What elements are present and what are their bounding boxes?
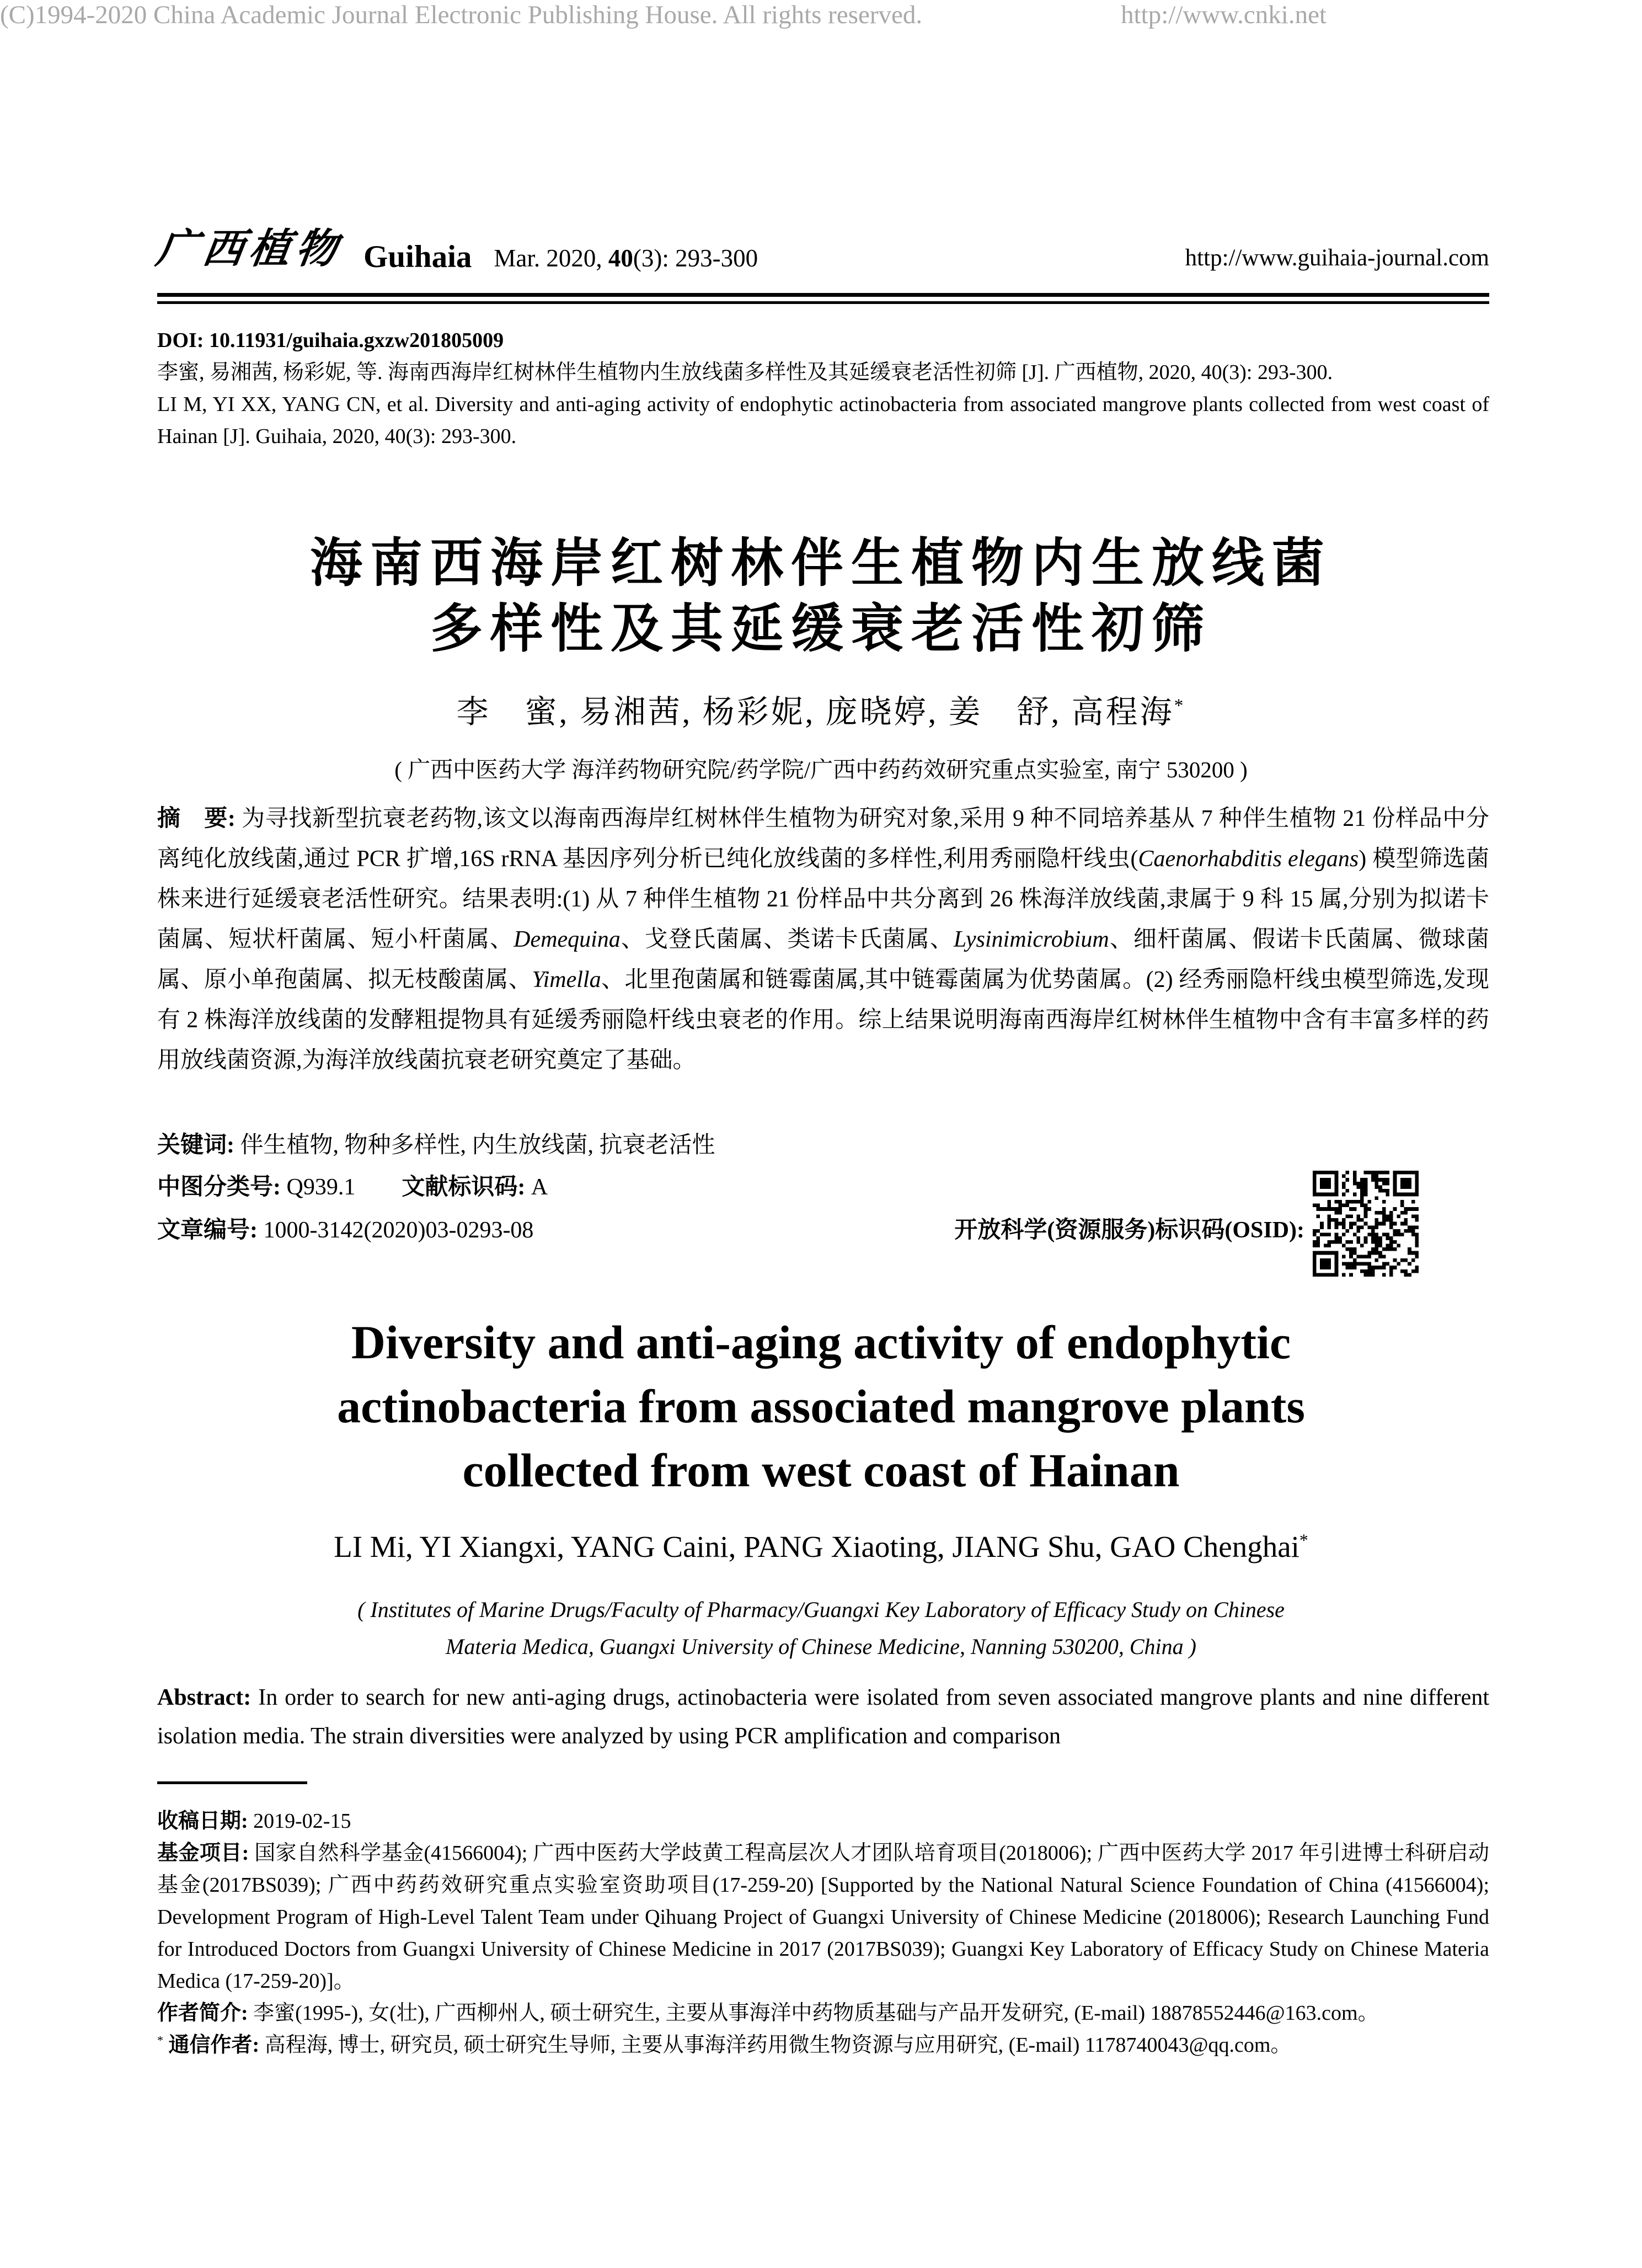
author-bio-line: 作者简介: 李蜜(1995-), 女(壮), 广西柳州人, 硕士研究生, 主要从事海洋中药物质基础与产品开发研究, (E-mail) 18878552446@163.com。 [157, 2002, 1379, 2025]
journal-logo-calligraphy: 广西植物 [153, 227, 345, 272]
article-number-line: 文章编号: 1000-3142(2020)03-0293-08 [157, 1218, 534, 1243]
clc-number-line: 中图分类号: Q939.1 文献标识码: A [157, 1175, 548, 1200]
abstract-zh: 摘 要: 为寻找新型抗衰老药物,该文以海南西海岸红树林伴生植物为研究对象,采用 9 种不同培养基从 7 种伴生植物 21 份样品中分离纯化放线菌,通过 PCR 扩增,16S rRNA 基因序列分析已纯化放线菌的多样性,利用秀丽隐杆线虫(Caenorhabditis elegans) 模型筛选菌株来进行延缓衰老活性研究。结果表明:(1) 从 7 种伴生植物 21 份样品中共分离到 26 株海洋放线菌,隶属于 9 科 15 属,分别为拟诺卡菌属、短状杆菌属、短小杆菌属、Demequina、戈登氏菌属、类诺卡氏菌属、Lysinimicrobium、细杆菌属、假诺卡氏菌属、微球菌属、原小单孢菌属、拟无枝酸菌属、Yimella、北里孢菌属和链霉菌属,其中链霉菌属为优势菌属。(2) 经秀丽隐杆线虫模型筛选,发现有 2 株海洋放线菌的发酵粗提物具有延缓秀丽隐杆线虫衰老的作用。综上结果说明海南西海岸红树林伴生植物中含有丰富多样的药用放线菌资源,为海洋放线菌抗衰老研究奠定了基础。 [157, 806, 1490, 1073]
osid-qr-code [1313, 1171, 1419, 1277]
rule-bottom [157, 301, 1489, 304]
footnote-rule [157, 1781, 307, 1784]
watermark-url: http://www.cnki.net [1121, 1, 1327, 29]
issue-info: Mar. 2020, 40(3): 293-300 [494, 244, 758, 272]
rule-top [157, 293, 1489, 297]
doi-line: DOI: 10.11931/guihaia.gxzw201805009 [157, 329, 504, 352]
citation-zh: 李蜜, 易湘茜, 杨彩妮, 等. 海南西海岸红树林伴生植物内生放线菌多样性及其延缓衰老活性初筛 [J]. 广西植物, 2020, 40(3): 293-300. [157, 361, 1333, 384]
article-title-zh: 海南西海岸红树林伴生植物内生放线菌 多样性及其延缓衰老活性初筛 [309, 534, 1332, 658]
cnki-watermark [0, 0, 1327, 30]
citation-block [157, 324, 1489, 452]
affiliation-zh: ( 广西中医药大学 海洋药物研究院/药学院/广西中药药效研究重点实验室, 南宁 530200 ) [394, 757, 1248, 782]
abstract-en: Abstract: In order to search for new anti-aging drugs, actinobacteria were isolated from seven associated mangrove plants and nine different isolation media. The strain diversities were analyzed by using PCR amplification and comparison [157, 1685, 1489, 1749]
authors-zh: 李 蜜, 易湘茜, 杨彩妮, 庞晓婷, 姜 舒, 高程海* [456, 694, 1186, 730]
osid-label: 开放科学(资源服务)标识码(OSID): [954, 1218, 1304, 1243]
footnotes-block [157, 1805, 1489, 2061]
header-double-rule [157, 293, 1489, 304]
journal-url: http://www.guihaia-journal.com [1185, 245, 1489, 271]
citation-en: LI M, YI XX, YANG CN, et al. Diversity and anti-aging activity of endophytic actinobacteria from associated mangrove plants collected from west coast of Hainan [J]. Guihaia, 2020, 40(3): 293-300. [157, 393, 1489, 448]
journal-header [153, 216, 1489, 275]
received-date-line: 收稿日期: 2019-02-15 [157, 1810, 351, 1833]
corresponding-author-line: * 通信作者: 高程海, 博士, 研究员, 硕士研究生导师, 主要从事海洋药用微生物资源与应用研究, (E-mail) 1178740043@qq.com。 [157, 2033, 1292, 2057]
authors-en: LI Mi, YI Xiangxi, YANG Caini, PANG Xiaoting, JIANG Shu, GAO Chenghai* [334, 1530, 1308, 1563]
journal-name: Guihaia [363, 239, 472, 274]
affiliation-en: ( Institutes of Marine Drugs/Faculty of Pharmacy/Guangxi Key Laboratory of Efficacy Study on Chinese Materia Medica, Guangxi University of Chinese Medicine, Nanning 530200, China ) [357, 1597, 1285, 1659]
watermark-text: (C)1994-2020 China Academic Journal Electronic Publishing House. All rights reserved. [0, 1, 923, 29]
keywords-zh: 关键词: 伴生植物, 物种多样性, 内生放线菌, 抗衰老活性 [157, 1133, 715, 1158]
fund-project-line: 基金项目: 国家自然科学基金(41566004); 广西中医药大学歧黄工程高层次人才团队培育项目(2018006); 广西中医药大学 2017 年引进博士科研启动基金(2017BS039); 广西中药药效研究重点实验室资助项目(17-259-20) [Supported by the National Natural Science Foundation of China (41566004); Development Program of High-Level Talent Team under Qihuang Project of Guangxi University of Chinese Medicine (2018006); Research Launching Fund for Introduced Doctors from Guangxi University of Chinese Medicine in 2017 (2017BS039); Guangxi Key Laboratory of Efficacy Study on Chinese Materia Medica (17-259-20)]。 [157, 1842, 1489, 1993]
article-title-en: Diversity and anti-aging activity of endophytic actinobacteria from associated mangrove plants collected from west coast of Hainan [337, 1316, 1305, 1497]
